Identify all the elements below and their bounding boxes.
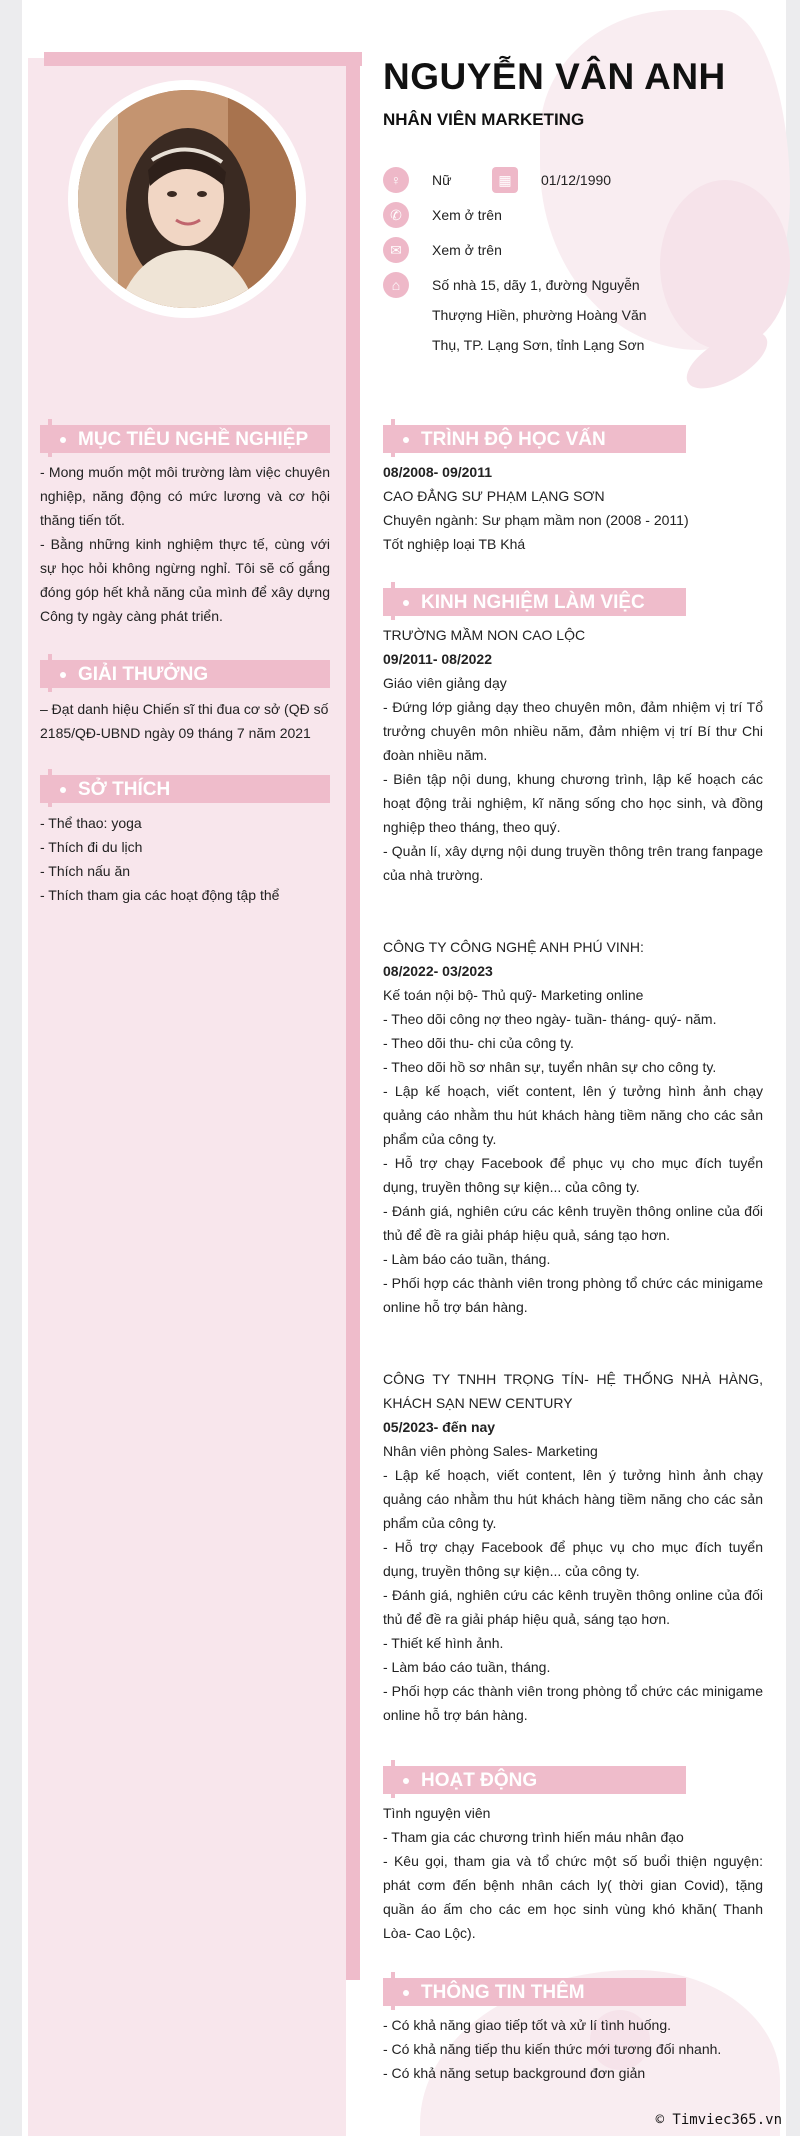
address-line: Thượng Hiền, phường Hoàng Văn <box>432 307 647 323</box>
birthday-value: 01/12/1990 <box>541 172 612 188</box>
paragraph: - Bằng những kinh nghiệm thực tế, cùng với sự học hỏi không ngừng nghỉ. Tôi sẽ cố gắng đóng góp hết khả năng của mình để xây dựng Công ty ngày càng phát triển. <box>40 536 330 624</box>
list-item: - Thể thao: yoga <box>40 815 142 831</box>
paragraph: - Mong muốn một môi trường làm việc chuyên nghiệp, năng động có mức lương và cơ hội thăng tiến tốt. <box>40 464 330 528</box>
job-duty: - Hỗ trợ chạy Facebook để phục vụ cho mục đích tuyển dụng, truyền thông sự kiện... của công ty. <box>383 1155 763 1195</box>
list-item: - Thích đi du lịch <box>40 839 143 855</box>
job-duty: - Biên tập nội dung, khung chương trình, lập kế hoạch các hoạt động trải nghiệm, kĩ năng sống cho học sinh, và đồng nghiệp theo tháng, theo quý. <box>383 771 763 835</box>
career-goal-text <box>40 460 330 628</box>
candidate-name: NGUYỄN VÂN ANH <box>383 56 726 97</box>
job-duty: - Theo dõi hồ sơ nhân sự, tuyển nhân sự cho công ty. <box>383 1059 717 1075</box>
list-item: - Tham gia các chương trình hiến máu nhân đạo <box>383 1829 684 1845</box>
job-role: Giáo viên giảng dạy <box>383 675 507 691</box>
email-icon: ✉ <box>383 237 409 263</box>
section-header-hobbies <box>40 775 330 803</box>
sidebar-top-bar <box>44 52 362 66</box>
job-duty: - Phối hợp các thành viên trong phòng tổ chức các minigame online hỗ trợ bán hàng. <box>383 1275 763 1315</box>
list-item: - Có khả năng tiếp thu kiến thức mới tương đối nhanh. <box>383 2041 722 2057</box>
portrait-illustration <box>78 90 296 308</box>
list-item: - Thích nấu ăn <box>40 863 131 879</box>
section-title: SỞ THÍCH <box>78 779 171 800</box>
calendar-icon: ▦ <box>492 167 518 193</box>
email-value: Xem ở trên <box>432 242 502 258</box>
education-block <box>383 460 763 556</box>
avatar <box>78 90 296 308</box>
company-name: TRƯỜNG MẦM NON CAO LỘC <box>383 627 586 643</box>
phone-icon: ✆ <box>383 202 409 228</box>
section-title: GIẢI THƯỞNG <box>78 664 209 685</box>
education-grade: Tốt nghiệp loại TB Khá <box>383 536 526 552</box>
additional-info-list <box>383 2013 763 2085</box>
address-value <box>432 270 647 360</box>
activity-title: Tình nguyện viên <box>383 1805 491 1821</box>
page-edge-left <box>0 0 22 2136</box>
job-duty: - Hỗ trợ chạy Facebook để phục vụ cho mục đích tuyển dụng, truyền thông sự kiện... của công ty. <box>383 1539 763 1579</box>
company-name: CÔNG TY CÔNG NGHỆ ANH PHÚ VINH: <box>383 939 644 955</box>
address-line: Số nhà 15, dãy 1, đường Nguyễn <box>432 277 640 293</box>
sidebar <box>28 58 346 2136</box>
section-title: KINH NGHIỆM LÀM VIỆC <box>421 592 645 613</box>
list-item: - Kêu gọi, tham gia và tổ chức một số buổi thiện nguyện: phát cơm đến bệnh nhân cách ly( thời gian Covid), tặng quần áo ấm cho các em học sinh vùng khó khăn( Thanh Lòa- Cao Lộc). <box>383 1853 763 1941</box>
job-duty: - Theo dõi công nợ theo ngày- tuần- tháng- quý- năm. <box>383 1011 717 1027</box>
hobbies-list <box>40 811 330 907</box>
experience-item <box>383 1367 763 1727</box>
activities-block <box>383 1801 763 1945</box>
education-period: 08/2008- 09/2011 <box>383 464 492 480</box>
education-major: Chuyên ngành: Sư phạm mầm non (2008 - 2011) <box>383 512 689 528</box>
job-duty: - Làm báo cáo tuần, tháng. <box>383 1659 551 1675</box>
section-title: MỤC TIÊU NGHỀ NGHIỆP <box>78 429 309 450</box>
section-title: THÔNG TIN THÊM <box>421 1982 585 2003</box>
job-duty: - Quản lí, xây dựng nội dung truyền thông trên trang fanpage của nhà trường. <box>383 843 763 883</box>
job-role: Nhân viên phòng Sales- Marketing <box>383 1443 598 1459</box>
job-role: Kế toán nội bộ- Thủ quỹ- Marketing online <box>383 987 644 1003</box>
home-icon: ⌂ <box>383 272 409 298</box>
phone-value: Xem ở trên <box>432 207 502 223</box>
education-school: CAO ĐẲNG SƯ PHẠM LẠNG SƠN <box>383 488 605 504</box>
section-header-education <box>383 425 686 453</box>
experience-item <box>383 935 763 1319</box>
list-item: - Thích tham gia các hoạt động tập thể <box>40 887 280 903</box>
address-line: Thụ, TP. Lạng Sơn, tỉnh Lạng Sơn <box>432 337 645 353</box>
list-item: - Có khả năng giao tiếp tốt và xử lí tình huống. <box>383 2017 671 2033</box>
awards-text: – Đạt danh hiệu Chiến sĩ thi đua cơ sở (QĐ số 2185/QĐ-UBND ngày 09 tháng 7 năm 2021 <box>40 701 329 741</box>
decor-blob <box>660 180 790 350</box>
experience-list <box>383 623 763 1727</box>
job-period: 08/2022- 03/2023 <box>383 963 493 979</box>
job-duty: - Lập kế hoạch, viết content, lên ý tưởng hình ảnh chạy quảng cáo nhằm thu hút khách hàng tiềm năng cho các sản phẩm của công ty. <box>383 1083 763 1147</box>
job-duty: - Làm báo cáo tuần, tháng. <box>383 1251 551 1267</box>
job-duty: - Thiết kế hình ảnh. <box>383 1635 504 1651</box>
job-period: 05/2023- đến nay <box>383 1419 496 1435</box>
page-edge-right <box>786 0 800 2136</box>
watermark: © Timviec365.vn <box>655 2112 782 2128</box>
section-header-experience <box>383 588 686 616</box>
job-title: NHÂN VIÊN MARKETING <box>383 110 585 129</box>
job-period: 09/2011- 08/2022 <box>383 651 492 667</box>
job-duty: - Đánh giá, nghiên cứu các kênh truyền thông online của đối thủ để đề ra giải pháp hiệu quả, sáng tạo hơn. <box>383 1587 763 1627</box>
section-title: TRÌNH ĐỘ HỌC VẤN <box>421 429 606 450</box>
section-header-additional-info <box>383 1978 686 2006</box>
section-title: HOẠT ĐỘNG <box>421 1770 538 1791</box>
list-item: - Có khả năng setup background đơn giản <box>383 2065 646 2081</box>
gender-icon: ♀ <box>383 167 409 193</box>
gender-value: Nữ <box>432 172 452 188</box>
sidebar-accent-strip <box>346 60 360 1980</box>
job-duty: - Lập kế hoạch, viết content, lên ý tưởng hình ảnh chạy quảng cáo nhằm thu hút khách hàng tiềm năng cho các sản phẩm của công ty. <box>383 1467 763 1531</box>
job-duty: - Đánh giá, nghiên cứu các kênh truyền thông online của đối thủ để đề ra giải pháp hiệu quả, sáng tạo hơn. <box>383 1203 763 1243</box>
section-header-awards <box>40 660 330 688</box>
company-name: CÔNG TY TNHH TRỌNG TÍN- HỆ THỐNG NHÀ HÀNG, KHÁCH SẠN NEW CENTURY <box>383 1371 763 1411</box>
section-header-career-goal <box>40 425 330 453</box>
job-duty: - Phối hợp các thành viên trong phòng tổ chức các minigame online hỗ trợ bán hàng. <box>383 1683 763 1723</box>
job-duty: - Theo dõi thu- chi của công ty. <box>383 1035 574 1051</box>
job-duty: - Đứng lớp giảng dạy theo chuyên môn, đảm nhiệm vị trí Tổ trưởng chuyên môn nhiều năm, đảm nhiệm vị trí Bí thư Chi đoàn nhiều năm. <box>383 699 763 763</box>
experience-item <box>383 623 763 887</box>
section-header-activities <box>383 1766 686 1794</box>
